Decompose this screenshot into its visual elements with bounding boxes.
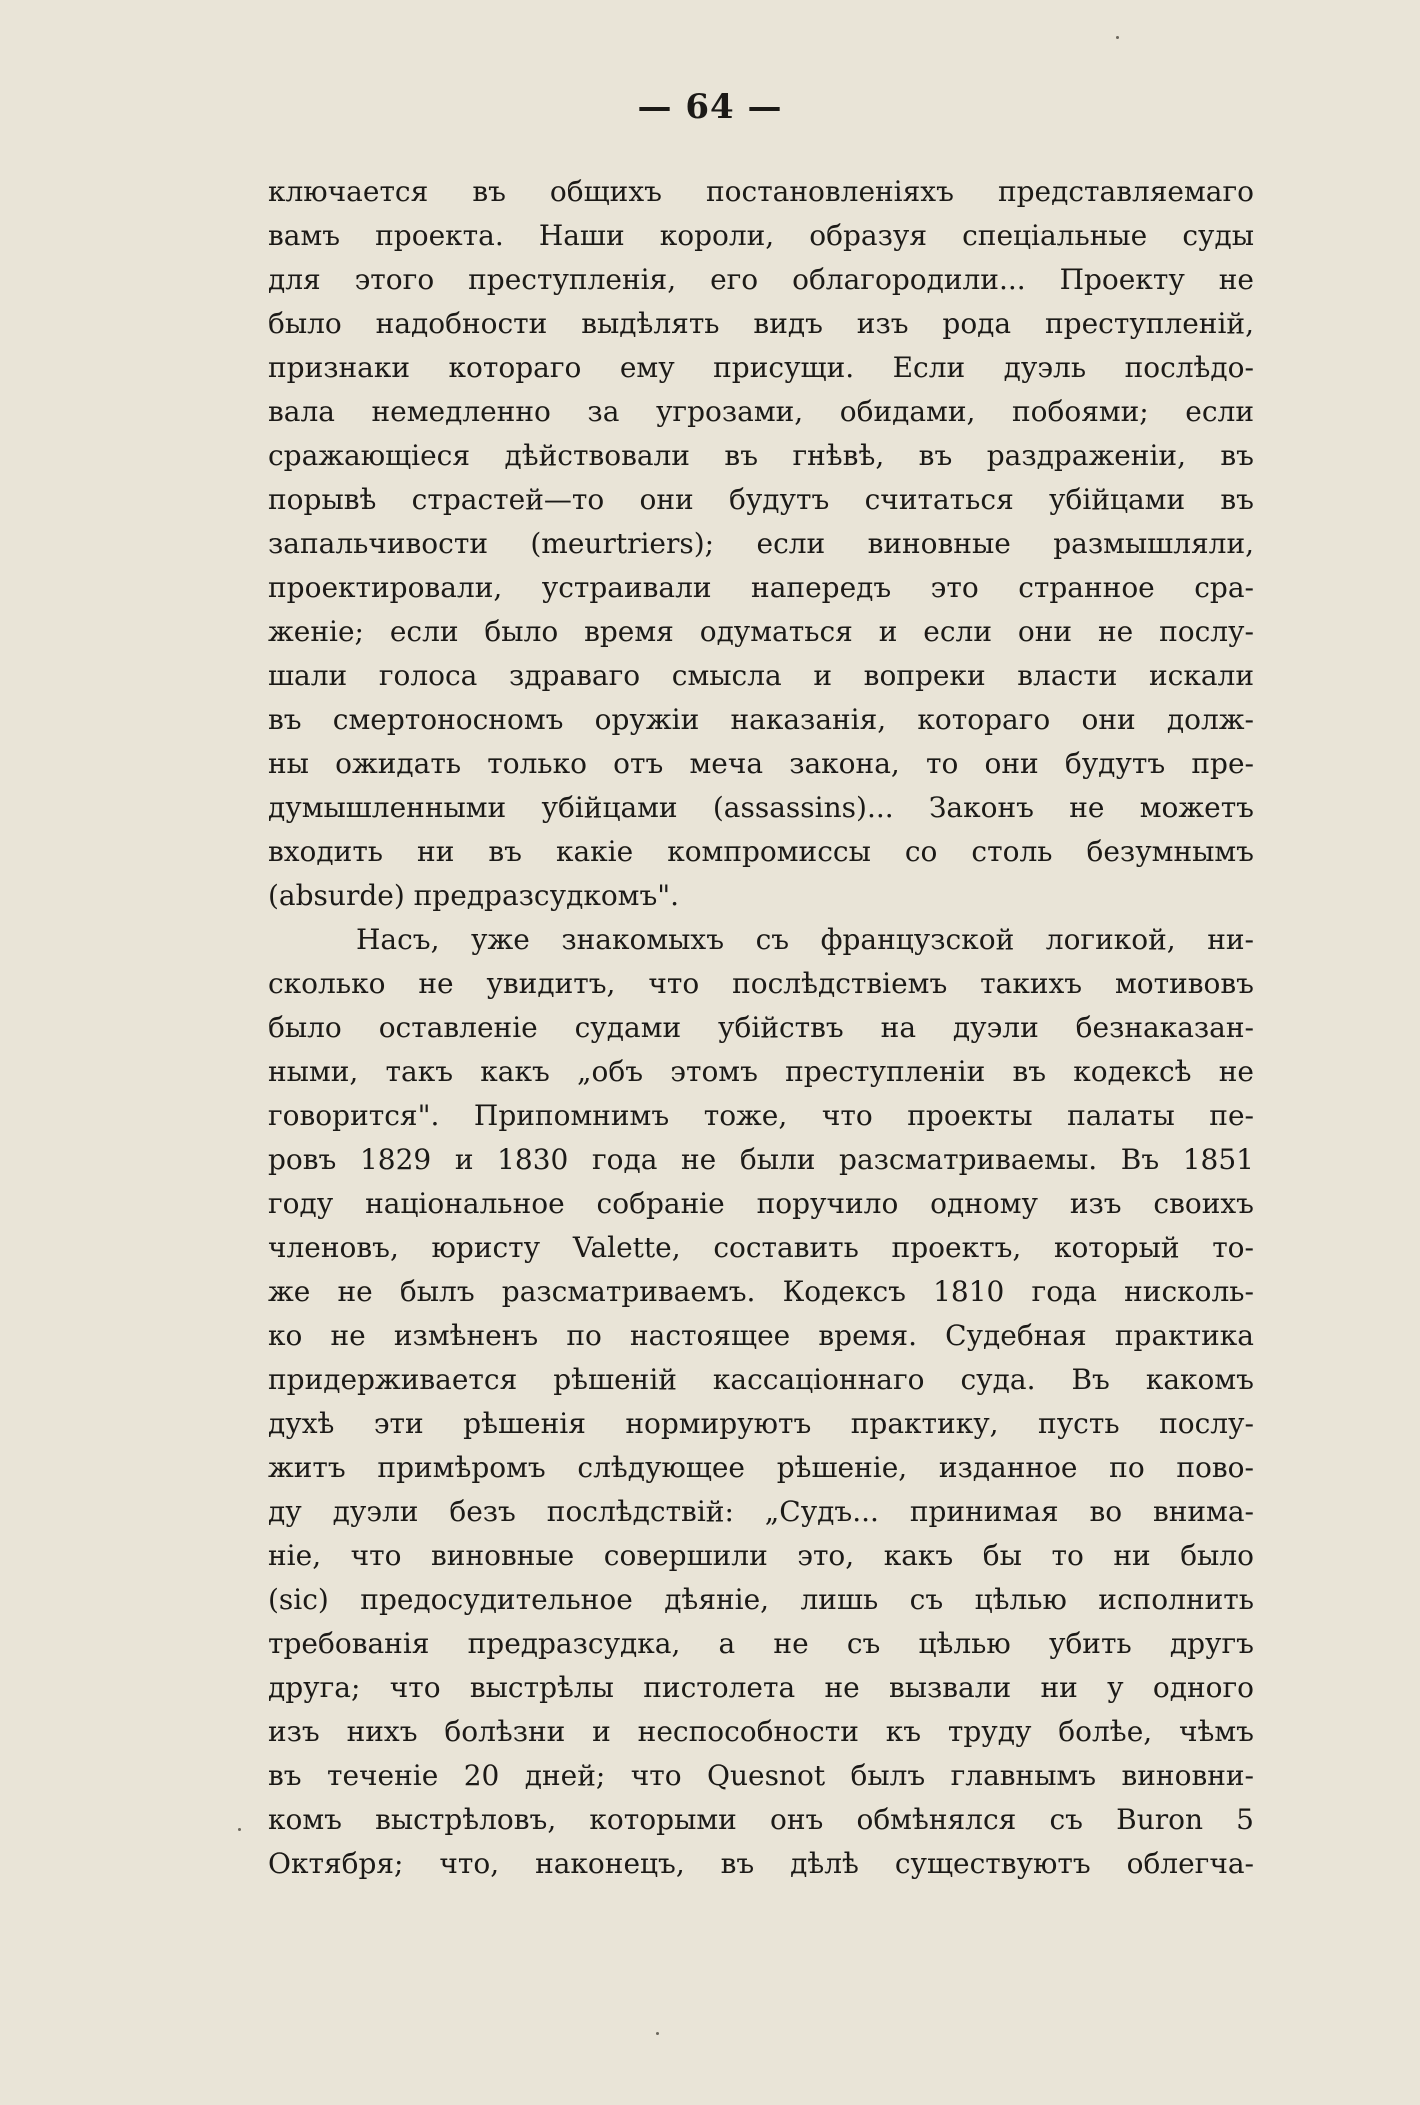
- text-line: запальчивости (meurtriers); если виновные размышляли,: [268, 527, 1254, 560]
- text-body: [268, 170, 1254, 1886]
- paragraph-first-line: Насъ, уже знакомыхъ съ французской логикой, ни-: [356, 923, 1254, 956]
- text-line: духѣ эти рѣшенія нормируютъ практику, пусть послу-: [268, 1407, 1254, 1440]
- text-line: признаки котораго ему присущи. Если дуэль послѣдо-: [268, 351, 1254, 384]
- text-line: требованія предразсудка, а не съ цѣлью убить другъ: [268, 1627, 1254, 1660]
- text-line: ными, такъ какъ „объ этомъ преступленіи въ кодексѣ не: [268, 1055, 1254, 1088]
- text-line: говорится". Припомнимъ тоже, что проекты палаты пе-: [268, 1099, 1254, 1132]
- text-line: вала немедленно за угрозами, обидами, побоями; если: [268, 395, 1254, 428]
- text-line: (sic) предосудительное дѣяніе, лишь съ цѣлью исполнить: [268, 1583, 1254, 1616]
- text-line: шали голоса здраваго смысла и вопреки власти искали: [268, 659, 1254, 692]
- text-line: было оставленіе судами убійствъ на дуэли безнаказан-: [268, 1011, 1254, 1044]
- text-line: въ смертоносномъ оружіи наказанія, котораго они долж-: [268, 703, 1254, 736]
- text-line: думышленными убійцами (assassins)... Законъ не можетъ: [268, 791, 1254, 824]
- text-line: въ теченіе 20 дней; что Quesnot былъ главнымъ виновни-: [268, 1759, 1254, 1792]
- text-line: порывѣ страстей—то они будутъ считаться убійцами въ: [268, 483, 1254, 516]
- text-line: изъ нихъ болѣзни и неспособности къ труду болѣе, чѣмъ: [268, 1715, 1254, 1748]
- text-line: членовъ, юристу Valette, составить проектъ, который то-: [268, 1231, 1254, 1264]
- text-line: ду дуэли безъ послѣдствій: „Судъ... принимая во внима-: [268, 1495, 1254, 1528]
- text-line: женіе; если было время одуматься и если они не послу-: [268, 615, 1254, 648]
- text-line: году національное собраніе поручило одному изъ своихъ: [268, 1187, 1254, 1220]
- text-line: же не былъ разсматриваемъ. Кодексъ 1810 года нисколь-: [268, 1275, 1254, 1308]
- text-line: входить ни въ какіе компромиссы со столь безумнымъ: [268, 835, 1254, 868]
- text-line: было надобности выдѣлять видъ изъ рода преступленій,: [268, 307, 1254, 340]
- text-line: вамъ проекта. Наши короли, образуя спеціальные суды: [268, 219, 1254, 252]
- text-line: придерживается рѣшеній кассаціоннаго суда. Въ какомъ: [268, 1363, 1254, 1396]
- text-line: комъ выстрѣловъ, которыми онъ обмѣнялся съ Buron 5: [268, 1803, 1254, 1836]
- text-line: ны ожидать только отъ меча закона, то они будутъ пре-: [268, 747, 1254, 780]
- text-line: ровъ 1829 и 1830 года не были разсматриваемы. Въ 1851: [268, 1143, 1254, 1176]
- page-number: — 64 —: [637, 87, 783, 127]
- text-line: Октября; что, наконецъ, въ дѣлѣ существуютъ облегча-: [268, 1847, 1254, 1880]
- text-line: ко не измѣненъ по настоящее время. Судебная практика: [268, 1319, 1254, 1352]
- text-line: (absurde) предразсудкомъ".: [268, 879, 680, 912]
- text-line: для этого преступленія, его облагородили... Проекту не: [268, 263, 1254, 296]
- paper-speck: [656, 2032, 659, 2035]
- text-line: ніе, что виновные совершили это, какъ бы то ни было: [268, 1539, 1254, 1572]
- text-line: сколько не увидитъ, что послѣдствіемъ такихъ мотивовъ: [268, 967, 1254, 1000]
- text-line: житъ примѣромъ слѣдующее рѣшеніе, изданное по пово-: [268, 1451, 1254, 1484]
- paper-speck: [1116, 36, 1119, 39]
- text-line: сражающіеся дѣйствовали въ гнѣвѣ, въ раздраженіи, въ: [268, 439, 1254, 472]
- text-line: ключается въ общихъ постановленіяхъ представляемаго: [268, 175, 1254, 208]
- text-line: друга; что выстрѣлы пистолета не вызвали ни у одного: [268, 1671, 1254, 1704]
- paper-speck: [238, 1828, 241, 1831]
- text-line: проектировали, устраивали напередъ это странное сра-: [268, 571, 1254, 604]
